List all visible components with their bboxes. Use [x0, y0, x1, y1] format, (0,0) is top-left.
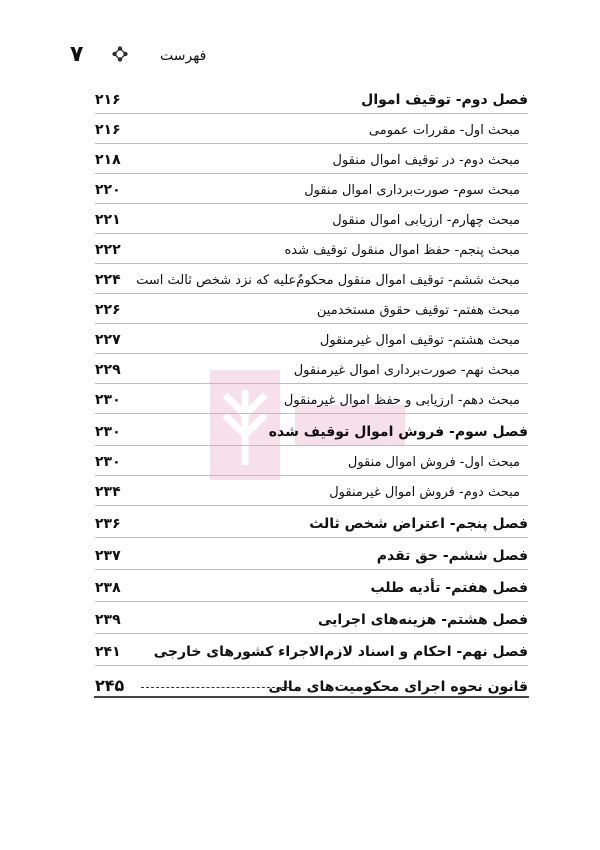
toc-entry-page: ۲۳۰: [95, 392, 121, 408]
toc-entry-page: ۲۲۰: [95, 182, 121, 198]
toc-entry-page: ۲۳۸: [95, 580, 121, 596]
toc-entry-title: مبحث نهم- صورت‌برداری اموال غیرمنقول: [293, 363, 520, 378]
toc-row: [95, 666, 528, 700]
toc-entry-page: ۲۲۷: [95, 332, 121, 348]
page-number: ۷: [70, 42, 84, 67]
toc-entry-page: ۲۱۶: [95, 92, 121, 108]
toc-entry-page: ۲۳۴: [95, 484, 121, 500]
toc-entry-page: ۲۲۶: [95, 302, 121, 318]
toc-entry-page: ۲۱۶: [95, 122, 121, 138]
toc-entry-title: مبحث دهم- ارزیابی و حفظ اموال غیرمنقول: [283, 393, 520, 408]
toc-entry-page: ۲۳۰: [95, 424, 121, 440]
toc-entry-title: فصل دوم- توقیف اموال: [361, 92, 528, 108]
toc-row: [95, 204, 528, 234]
toc-entry-page: ۲۱۸: [95, 152, 121, 168]
toc-entry-title: فصل ششم- حق تقدم: [376, 548, 528, 564]
toc-entry-page: ۲۳۶: [95, 516, 121, 532]
toc-entry-title: مبحث سوم- صورت‌برداری اموال منقول: [304, 183, 520, 198]
toc-entry-title: مبحث اول- فروش اموال منقول: [347, 455, 520, 470]
toc-row: [95, 506, 528, 538]
toc-entry-title: فصل سوم- فروش اموال توقیف شده: [268, 424, 528, 440]
toc-entry-page: ۲۲۱: [95, 212, 121, 228]
table-of-contents: [95, 82, 528, 700]
toc-row: [95, 82, 528, 114]
toc-entry-title: فصل هشتم- هزینه‌های اجرایی: [317, 612, 528, 628]
ornament-icon: [112, 46, 128, 62]
toc-entry-title: مبحث ششم- توقیف اموال منقول محکوم‌ٌعلیه که نزد شخص ثالث است: [136, 273, 520, 288]
toc-entry-title: مبحث هفتم- توقیف حقوق مستخدمین: [316, 303, 520, 318]
toc-entry-title: فصل پنجم- اعتراض شخص ثالث: [309, 516, 528, 532]
toc-row: [95, 476, 528, 506]
toc-row: [95, 264, 528, 294]
toc-row: [95, 294, 528, 324]
toc-entry-page: ۲۲۹: [95, 362, 121, 378]
toc-row: [95, 570, 528, 602]
toc-row: [95, 414, 528, 446]
toc-row: [95, 114, 528, 144]
toc-entry-title: مبحث دوم- در توقیف اموال منقول: [332, 153, 520, 168]
page-header: [0, 40, 600, 76]
toc-row: [95, 174, 528, 204]
toc-entry-page: ۲۳۷: [95, 548, 121, 564]
toc-entry-page: ۲۴۱: [95, 644, 121, 660]
toc-entry-page: ۲۴۵: [95, 676, 125, 695]
toc-entry-title: مبحث پنجم- حفظ اموال منقول توقیف شده: [284, 243, 520, 258]
toc-row: [95, 446, 528, 476]
toc-entry-title: مبحث چهارم- ارزیابی اموال منقول: [332, 213, 520, 228]
toc-row: [95, 354, 528, 384]
toc-entry-page: ۲۳۰: [95, 454, 121, 470]
toc-entry-page: ۲۳۹: [95, 612, 121, 628]
toc-entry-title: مبحث هشتم- توقیف اموال غیرمنقول: [319, 333, 520, 348]
toc-entry-title: فصل نهم- احکام و اسناد لازم‌الاجراء کشورهای خارجی: [153, 644, 528, 660]
toc-row: [95, 538, 528, 570]
toc-row: [95, 234, 528, 264]
divider-line: [94, 696, 529, 698]
toc-row: [95, 144, 528, 174]
toc-row: [95, 324, 528, 354]
section-title: فهرست: [160, 48, 207, 64]
toc-row: [95, 634, 528, 666]
dotted-leader: [141, 687, 290, 688]
toc-entry-title: مبحث دوم- فروش اموال غیرمنقول: [329, 485, 520, 500]
toc-entry-page: ۲۲۴: [95, 272, 121, 288]
toc-row: [95, 384, 528, 414]
toc-entry-title: مبحث اول- مقررات عمومی: [368, 123, 520, 138]
toc-entry-title: قانون نحوه اجرای محکومیت‌های مالی: [268, 679, 528, 695]
toc-entry-page: ۲۲۲: [95, 242, 121, 258]
toc-row: [95, 602, 528, 634]
toc-entry-title: فصل هفتم- تأدیه طلب: [370, 580, 528, 596]
